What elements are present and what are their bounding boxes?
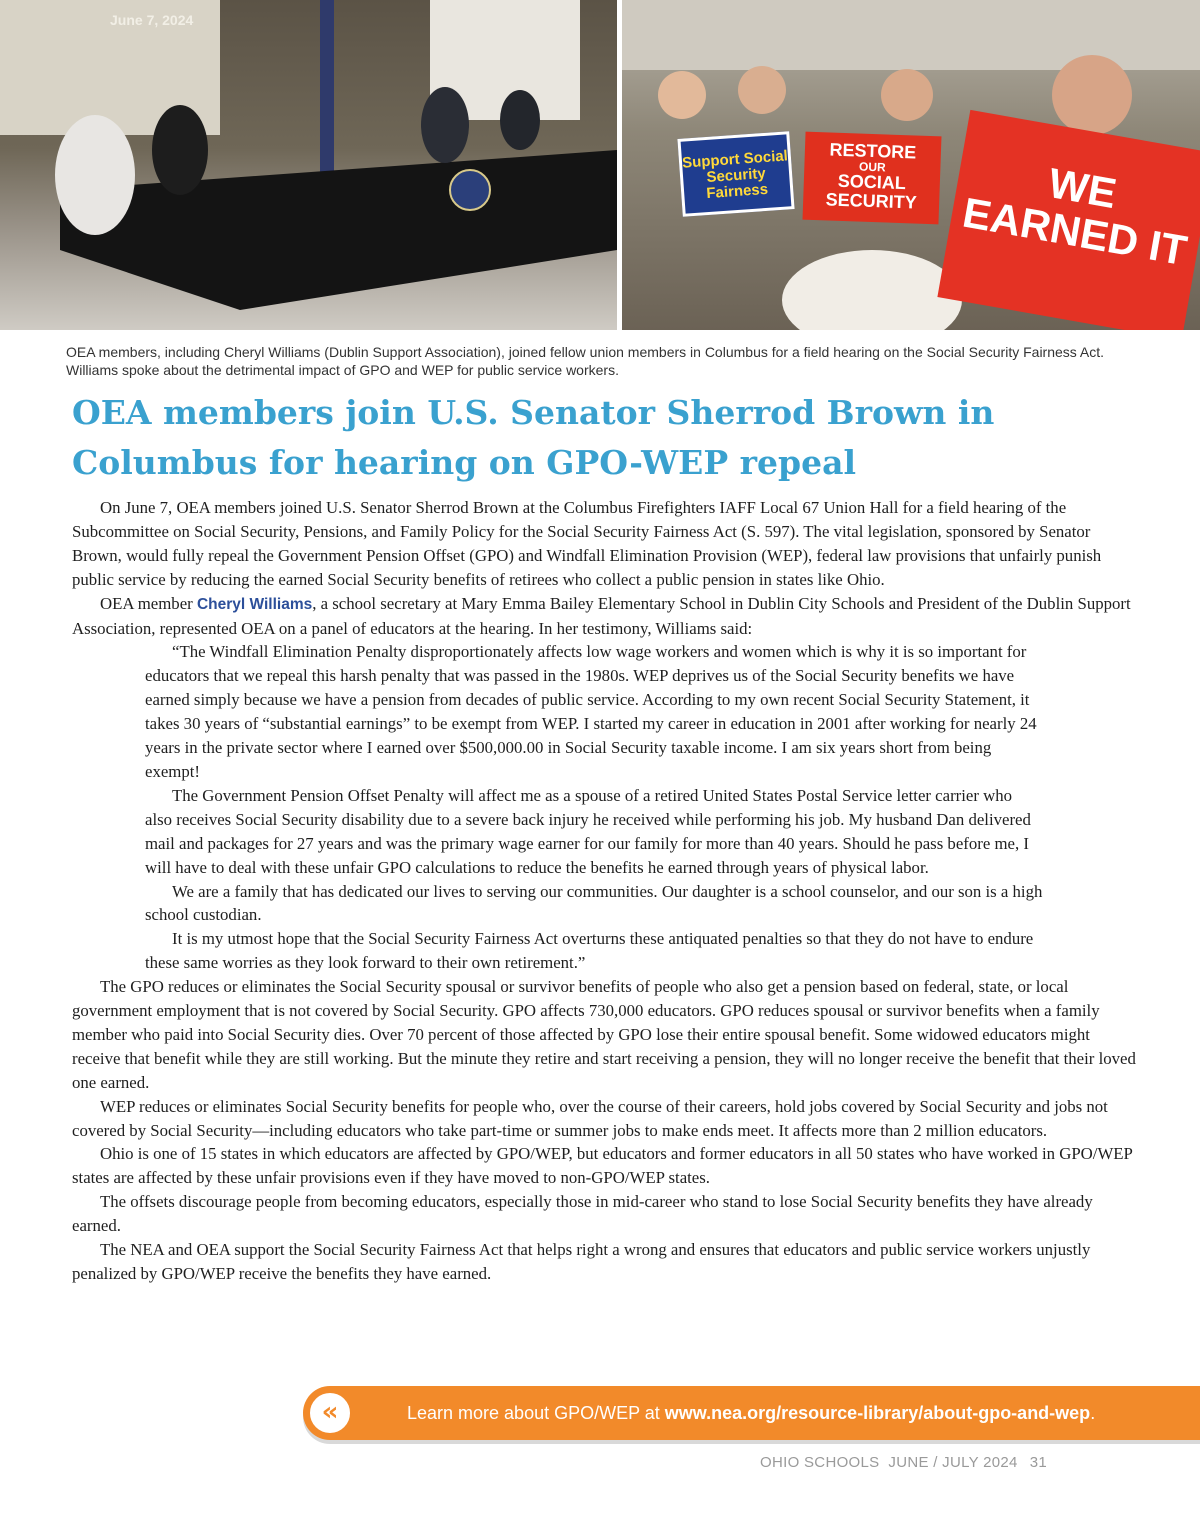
pillow — [782, 250, 962, 330]
sign-line: OUR — [858, 159, 886, 175]
senate-seal — [450, 170, 490, 210]
attendee-face — [658, 71, 706, 119]
rally-photo — [622, 0, 1200, 330]
paragraph-rest: , a school secretary at Mary Emma Bailey Elementary School in Dublin City Schools and President of the Dublin Support Association, represented OEA on a panel of educators at the hearing. In her testimony, Williams said: — [72, 593, 1131, 638]
paragraph: The NEA and OEA support the Social Security Fairness Act that helps right a wrong and ensures that educators and public service workers unjustly penalized by GPO/WEP receive the benefits they have earned. — [72, 1240, 1091, 1283]
page-footer — [760, 1454, 1096, 1471]
attendee-face — [881, 69, 933, 121]
photo-strip — [0, 0, 1200, 330]
paragraph: WEP reduces or eliminates Social Security benefits for people who, over the course of their careers, hold jobs covered by Social Security and jobs not covered by Social Security—including educators who take part-time or summer jobs to make ends meet. It affects more than 2 million educators. — [72, 1096, 1108, 1140]
learn-more-link[interactable]: www.nea.org/resource-library/about-gpo-and-wep — [664, 1403, 1091, 1423]
senator-figure — [421, 87, 469, 163]
photo-date-stamp: June 7, 2024 — [110, 12, 194, 28]
photo-caption: OEA members, including Cheryl Williams (Dublin Support Association), joined fellow union members in Columbus for a field hearing on the Social Security Fairness Act. Williams spoke about the detrimental impact of GPO and WEP for public service workers. — [66, 344, 1105, 378]
attendee-face — [1052, 55, 1132, 135]
sign-restore-social-security — [803, 132, 942, 225]
paragraph: On June 7, OEA members joined U.S. Senator Sherrod Brown at the Columbus Firefighters IAFF Local 67 Union Hall for a field hearing of the Subcommittee on Social Security, Pensions, and Family Policy for the Social Security Fairness Act (S. 597). The vital legislation, sponsored by Senator Brown, would fully repeal the Government Pension Offset (GPO) and Windfall Elimination Provision (WEP), federal law provisions that unfairly punish public service by reducing the earned Social Security benefits of retirees who collect a public pension in states like Ohio. — [72, 498, 1102, 589]
staff-figure — [500, 90, 540, 150]
double-chevron-left-icon: « — [307, 1390, 353, 1436]
paragraph: The GPO reduces or eliminates the Social Security spousal or survivor benefits of people who also get a pension based on federal, state, or local government employment that is not covered by Social Security. GPO affects 730,000 educators. GPO reduces spousal or survivor benefits when a family member who paid into Social Security dies. Over 70 percent of those affected by GPO lose their entire spousal benefit. Some widowed educators might receive that benefit while they are still working. But the minute they retire and start receiving a pension, they will no longer receive the benefit that their loved one earned. — [72, 977, 1136, 1092]
quote-paragraph: The Government Pension Offset Penalty will affect me as a spouse of a retired United States Postal Service letter carrier who also receives Social Security disability due to a severe back injury he received while performing his job. My husband Dan delivered mail and packages for 27 years and was the primary wage earner for our family for more than 40 years. Should he pass before me, I will have to deal with these unfair GPO calculations to reduce the benefits he earned through years of physical labor. — [145, 785, 1031, 877]
sign-support-social-security: Support Social Security Fairness — [677, 131, 794, 217]
sign-line: RESTORE — [829, 139, 917, 163]
hearing-table — [60, 150, 617, 310]
paragraph-lead: OEA member — [100, 593, 197, 613]
paragraph: The offsets discourage people from becoming educators, especially those in mid-career who stand to lose Social Security benefits they have already earned. — [72, 1192, 1093, 1236]
sign-we-earned-it: WE EARNED IT — [937, 110, 1200, 330]
quote-paragraph: It is my utmost hope that the Social Security Fairness Act overturns these antiquated penalties so that they do not have to endure these same worries as they look forward to their own retirement.” — [145, 929, 1034, 973]
ceiling — [622, 0, 1200, 70]
quote-paragraph: “The Windfall Elimination Penalty disproportionately affects low wage workers and women which is why it is so important for educators that we repeal this harsh penalty that was passed in the 1980s. WEP deprives us of the Social Security benefits we have earned simply because we have a pension from decades of public service. According to my own recent Social Security Statement, it takes 30 years of “substantial earnings” to be exempt from WEP. I started my career in education in 2001 after working for nearly 24 years in the private sector where I earned over $500,000.00 in Social Security taxable income. I am six years short from being exempt! — [145, 642, 1037, 781]
banner-tail: . — [1090, 1403, 1096, 1423]
panelist-figure — [152, 105, 208, 195]
learn-more-text — [407, 1403, 1095, 1424]
hearing-photo — [0, 0, 617, 330]
quote-paragraph: We are a family that has dedicated our lives to serving our communities. Our daughter is a school counselor, and our son is a high school custodian. — [145, 881, 1043, 925]
paragraph — [72, 592, 1138, 641]
testimony-quote — [72, 640, 1138, 975]
banner-lead: Learn more about GPO/WEP at — [407, 1403, 665, 1423]
paragraph: Ohio is one of 15 states in which educators are affected by GPO/WEP, but educators and former educators in all 50 states who have worked in GPO/WEP states are affected by these unfair provisions even if they have moved to non-GPO/WEP states. — [72, 1144, 1133, 1188]
article-headline: OEA members join U.S. Senator Sherrod Brown in Columbus for hearing on GPO-WEP repeal — [72, 393, 995, 482]
page-number: 31 — [1029, 1454, 1047, 1471]
flag — [320, 0, 334, 200]
member-name: Cheryl Williams — [196, 595, 313, 613]
learn-more-banner[interactable] — [303, 1386, 1200, 1440]
article-body — [72, 496, 1138, 1286]
hearing-scene — [0, 0, 617, 330]
speaker-figure — [55, 115, 135, 235]
attendee-face — [738, 66, 786, 114]
publication-name: OHIO SCHOOLS JUNE / JULY 2024 — [760, 1454, 1018, 1471]
sign-line: SOCIAL SECURITY — [825, 171, 918, 213]
